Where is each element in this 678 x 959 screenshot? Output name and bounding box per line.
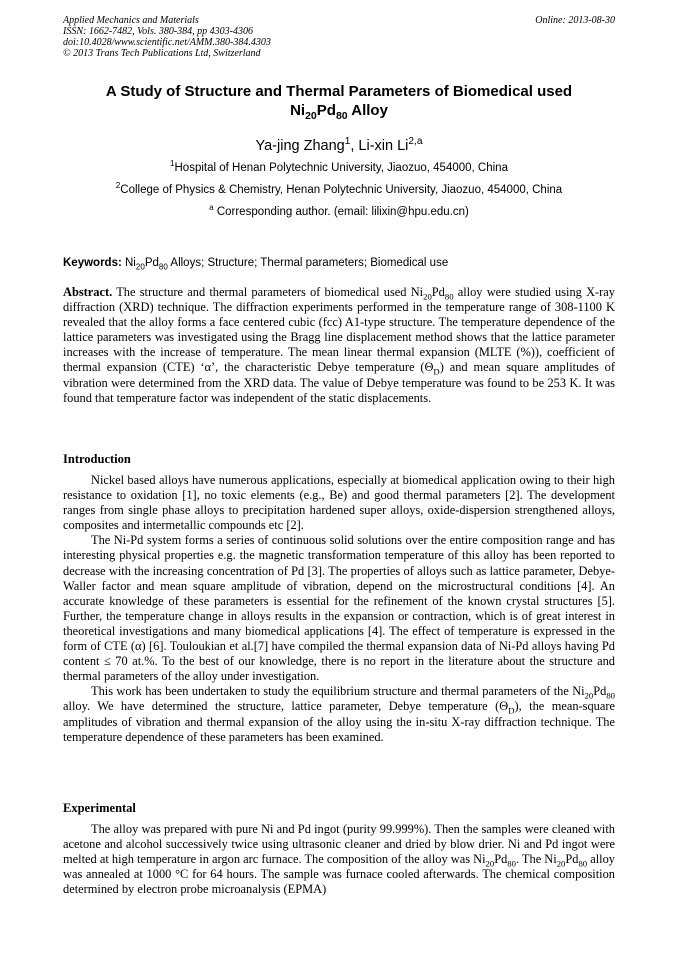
author-2-sup: 2,a [408, 136, 423, 148]
journal-header [63, 15, 615, 59]
author-1-sup: 1 [344, 136, 351, 148]
author-list [63, 137, 615, 155]
title-alloy: Alloy [347, 102, 388, 119]
title-pd: Pd [316, 102, 336, 119]
introduction-heading: Introduction [63, 452, 131, 466]
affiliation-2 [63, 183, 615, 197]
affiliation-1 [63, 161, 615, 175]
author-sep: , [350, 138, 359, 154]
journal-name: Applied Mechanics and Materials [63, 15, 199, 26]
title-pd-sub: 80 [335, 110, 348, 122]
intro-paragraph-1: Nickel based alloys have numerous applications, especially at biomedical application owing to their high resistance to oxidation [1], no toxic elements (e.g., Be) and good thermal parameters [2]. The development ranges from single phase alloys to precipitation hardened super alloys, oxide-dispersion strengthened alloys, composites and intermetallic compounds etc [2]. [63, 473, 615, 533]
keywords-text: $Ni_{20}Pd_{80}$ Alloys; Structure; Thermal parameters; Biomedical use [121, 257, 449, 272]
abstract-label: Abstract. [63, 285, 113, 299]
title-ni: Ni [290, 102, 306, 119]
intro-paragraph-3: This work has been undertaken to study the equilibrium structure and thermal parameters of the $Ni_{20}Pd_{80}$ alloy. We have determined the structure, lattice parameter, Debye temperature $(\Theta_D)$, the mean-square amplitudes of vibration and thermal expansion of the alloy using the in-situ X-ray diffraction technique. The temperature dependence of these parameters has been examined. [63, 684, 616, 744]
title-line-1: A Study of Structure and Thermal Parameters of Biomedical used [105, 83, 573, 100]
author-1: Ya-jing Zhang [255, 138, 345, 154]
title-line-2 [63, 101, 615, 120]
affiliation-1-sup: 1 [170, 159, 175, 169]
abstract-text: The structure and thermal parameters of biomedical used $Ni_{20}Pd_{80}$ alloy were studied using X-ray diffraction (XRD) technique. The diffraction experiments performed in the temperature range of 308-1100 K revealed that the alloy forms a face centered cubic (fcc) A1-type structure. The temperature dependence of the lattice parameters was investigated using the Bragg line displacement method shows that the lattice parameter increases with the increase of temperature. The mean linear thermal expansion (MLTE (%)), coefficient of thermal expansion (CTE) ‘α’, the characteristic Debye temperature $(\Theta_D)$ and mean square amplitudes of vibration were determined from the XRD data. The value of Debye temperature was found to be 253 K. It was found that temperature factor was independent of the static displacements. [63, 285, 615, 405]
corresponding-text: Corresponding author. (email: lilixin@hpu.edu.cn) [213, 206, 469, 218]
intro-paragraph-2: The Ni-Pd system forms a series of continuous solid solutions over the entire composition range and has interesting physical properties e.g. the magnetic transformation temperature of this alloy has been reported to decrease with the increasing concentration of Pd [3]. The properties of alloys such as lattice parameter, Debye-Waller factor and mean square amplitude of vibration, depend on the microstructural conditions [4]. An accurate knowledge of these parameters is essential for the refinement of the known crystal structures [5]. Further, the temperature change in alloys results in the expansion or contraction, which is of great interest in theoretical investigations and many biomedical applications [4]. The effect of temperature is expressed in the form of CTE (α) [6]. Touloukian et al.[7] have compiled the thermal expansion data of Ni-Pd alloys having Pd content ≤ 70 at.%. To the best of our knowledge, there is no report in the literature about the structure and thermal parameters of the alloy under investigation. [63, 533, 615, 684]
paper-title [63, 82, 615, 120]
affiliation-1-text: Hospital of Henan Polytechnic University, Jiaozuo, 454000, China [174, 162, 508, 174]
copyright-line: © 2013 Trans Tech Publications Ltd, Switzerland [63, 48, 261, 59]
experimental-body [63, 822, 615, 897]
keywords [63, 256, 623, 270]
experimental-paragraph-1: The alloy was prepared with pure Ni and Pd ingot (purity 99.999%). Then the samples were cleaned with acetone and alcohol successively twice using ultrasonic cleaner and dried by blow drier. Ni and Pd ingot were melted at high temperature in argon arc furnace. The composition of the alloy was $Ni_{20}Pd_{80}$. The $Ni_{20}Pd_{80}$ alloy was annealed at 1000 °C for 64 hours. The sample was furnace cooled afterwards. The chemical composition determined by electron probe microanalysis (EPMA) [63, 822, 615, 897]
experimental-heading: Experimental [63, 801, 136, 815]
affiliation-2-text: College of Physics & Chemistry, Henan Polytechnic University, Jiaozuo, 454000, China [120, 184, 563, 196]
doi-line: doi:10.4028/www.scientific.net/AMM.380-384.4303 [63, 37, 271, 48]
online-date: Online: 2013-08-30 [535, 15, 615, 26]
corresponding-author [63, 205, 615, 219]
corresponding-sup: a [209, 203, 214, 213]
introduction-body [63, 473, 615, 745]
keywords-label: Keywords: [63, 257, 122, 269]
issn-line: ISSN: 1662-7482, Vols. 380-384, pp 4303-4306 [63, 26, 253, 37]
title-ni-sub: 20 [305, 110, 317, 122]
author-2: Li-xin Li [358, 138, 409, 154]
affiliation-2-sup: 2 [115, 181, 121, 191]
abstract [63, 285, 615, 406]
